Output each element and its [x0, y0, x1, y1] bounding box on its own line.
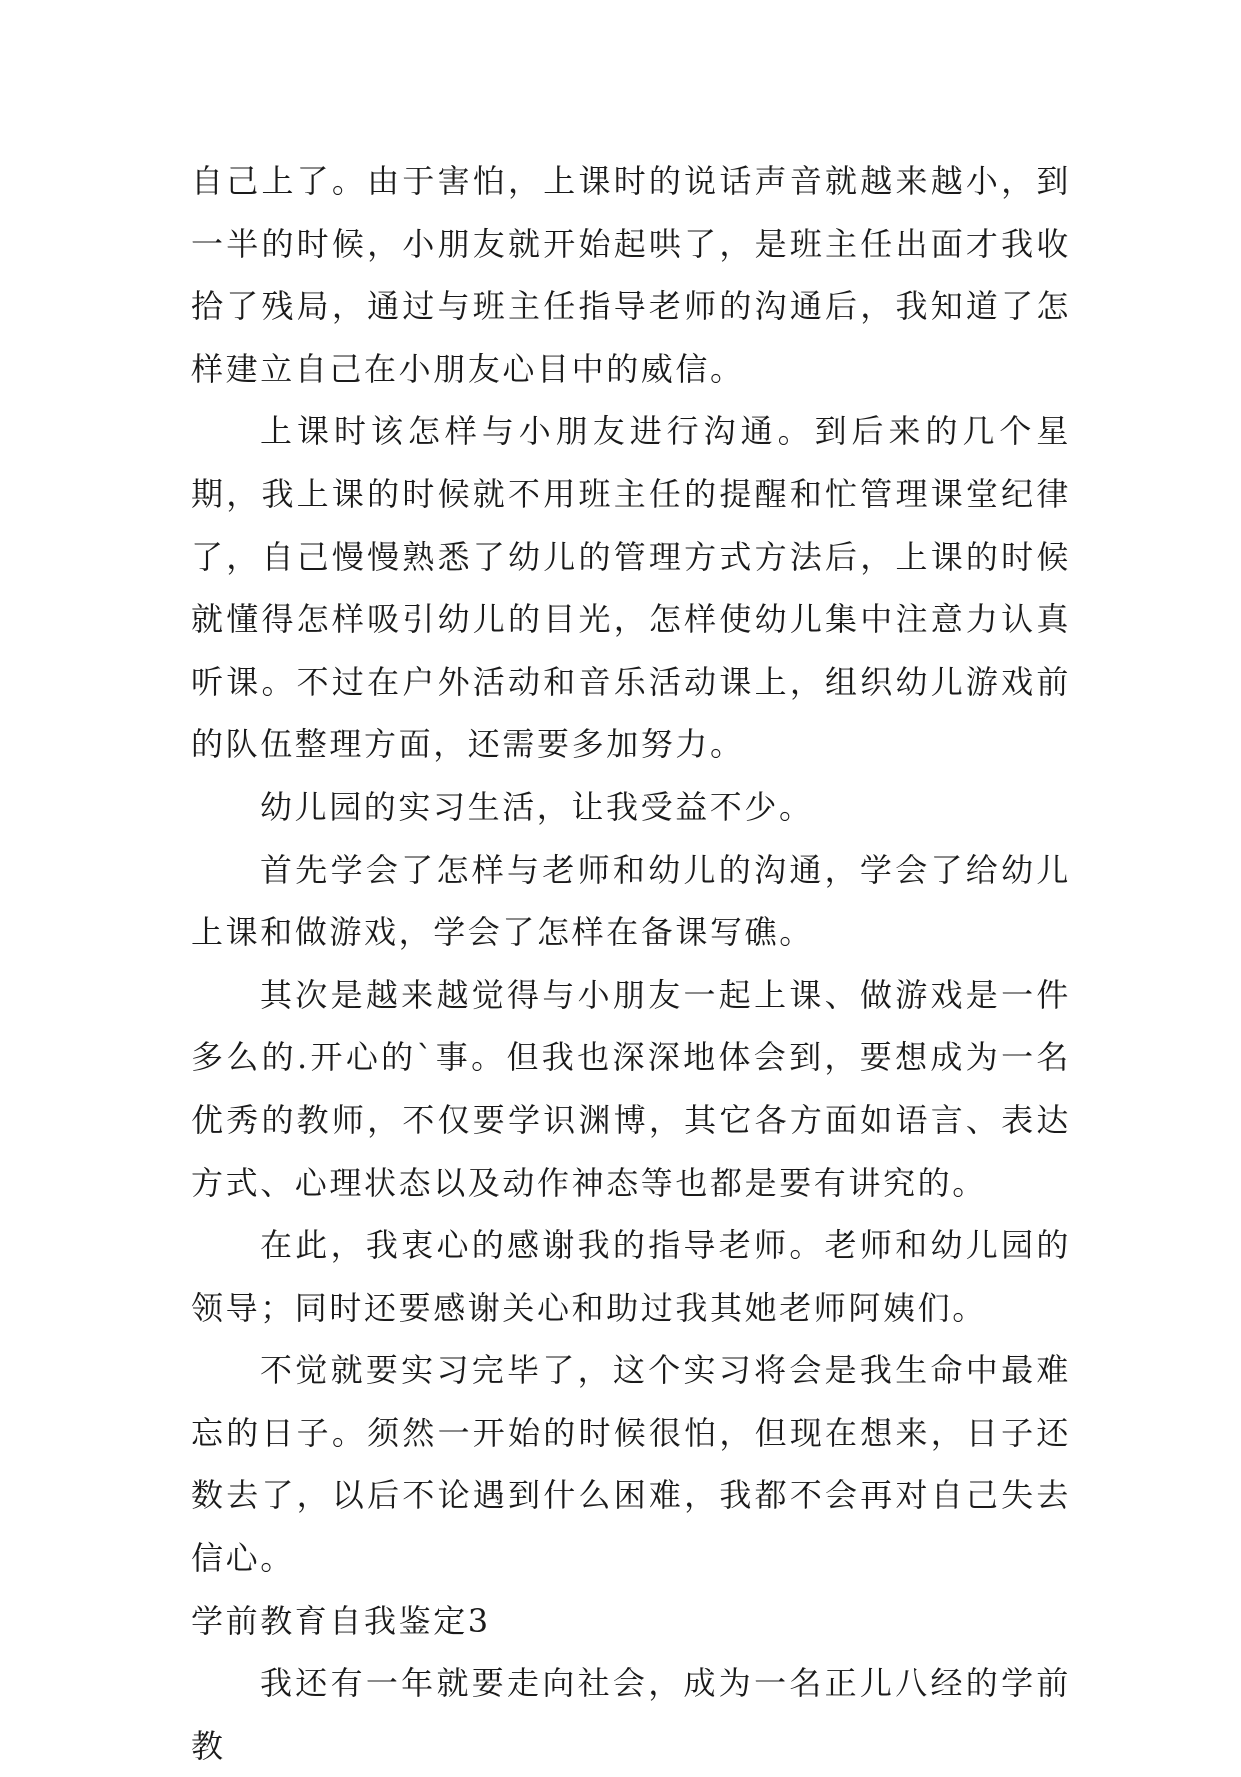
paragraph-4: 首先学会了怎样与老师和幼儿的沟通，学会了给幼儿上课和做游戏，学会了怎样在备课写礁。: [191, 850, 1071, 952]
paragraph-5: 其次是越来越觉得与小朋友一起上课、做游戏是一件多么的.开心的`事。但我也深深地体会到，要想成为一名优秀的教师，不仅要学识渊博，其它各方面如语言、表达方式、心理状态以及动作神态等也都是要有讲究的。: [191, 975, 1071, 1202]
paragraph-3: 幼儿园的实习生活，让我受益不少。: [260, 787, 814, 826]
section-heading: 学前教育自我鉴定3: [191, 1601, 491, 1640]
paragraph-6: 在此，我衷心的感谢我的指导老师。老师和幼儿园的领导；同时还要感谢关心和助过我其她老师阿姨们。: [191, 1226, 1071, 1327]
paragraph-1: 自己上了。由于害怕，上课时的说话声音就越来越小，到一半的时候，小朋友就开始起哄了，是班主任出面才我收拾了残局，通过与班主任指导老师的沟通后，我知道了怎样建立自己在小朋友心目中的威信。: [191, 162, 1071, 388]
paragraph-8: 我还有一年就要走向社会，成为一名正儿八经的学前教: [191, 1664, 1071, 1765]
paragraph-7: 不觉就要实习完毕了，这个实习将会是我生命中最难忘的日子。须然一开始的时候很怕，但现在想来，日子还数去了，以后不论遇到什么困难，我都不会再对自己失去信心。: [191, 1351, 1071, 1578]
document-body: [191, 150, 1071, 1777]
paragraph-2: 上课时该怎样与小朋友进行沟通。到后来的几个星期，我上课的时候就不用班主任的提醒和忙管理课堂纪律了，自己慢慢熟悉了幼儿的管理方式方法后，上课的时候就懂得怎样吸引幼儿的目光，怎样使幼儿集中注意力认真听课。不过在户外活动和音乐活动课上，组织幼儿游戏前的队伍整理方面，还需要多加努力。: [191, 412, 1071, 764]
